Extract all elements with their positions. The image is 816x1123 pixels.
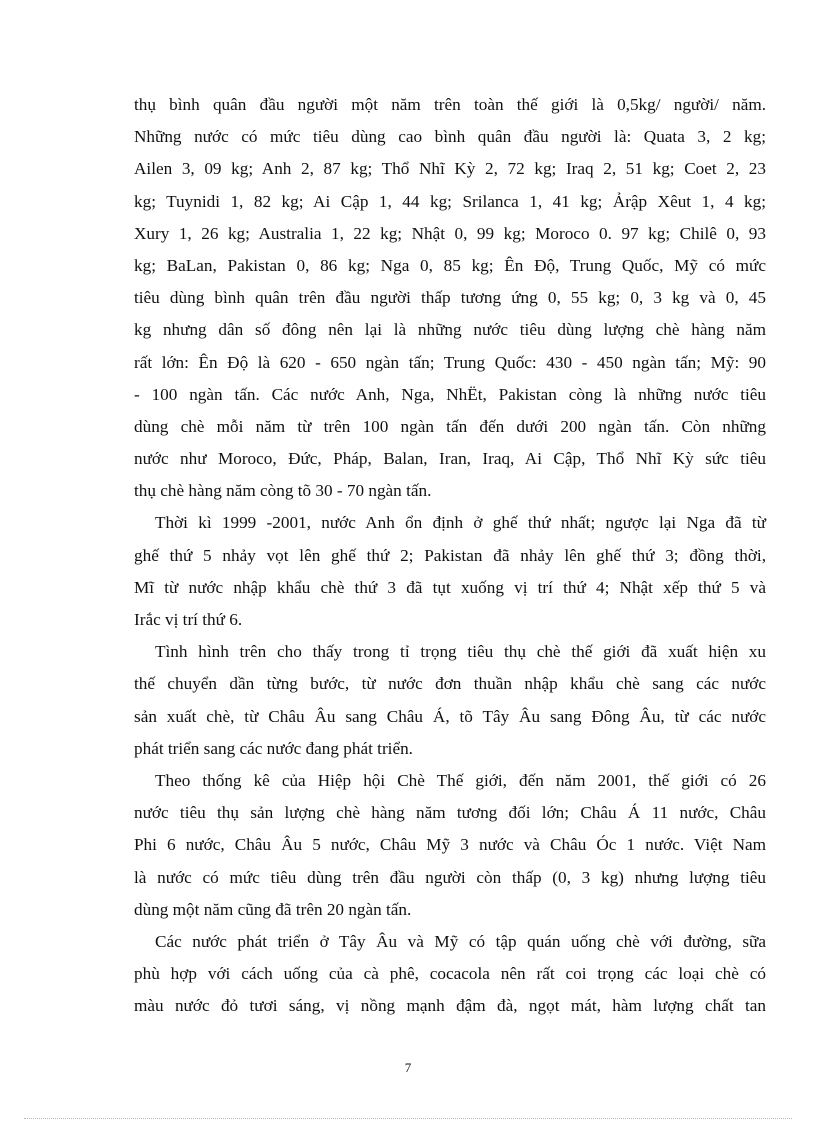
- text-line: thế chuyển dần từng bước, từ nước đơn thuần nhập khẩu chè sang các nước: [134, 674, 766, 694]
- text-line: kg nhưng dân số đông nên lại là những nước tiêu dùng lượng chè hàng năm: [134, 320, 766, 340]
- text-line: thụ chè hàng năm còng tõ 30 - 70 ngàn tấn.: [134, 481, 432, 501]
- paragraph-period-1999-2001: [134, 507, 766, 636]
- text-line: phù hợp với cách uống của cà phê, cocacola nên rất coi trọng các loại chè có: [134, 964, 766, 984]
- text-line: rất lớn: Ên Độ là 620 - 650 ngàn tấn; Trung Quốc: 430 - 450 ngàn tấn; Mỹ: 90: [134, 352, 766, 372]
- text-line: Những nước có mức tiêu dùng cao bình quân đầu người là: Quata 3, 2 kg;: [134, 127, 766, 147]
- text-line: phát triển sang các nước đang phát triển.: [134, 738, 413, 758]
- text-line: kg; BaLan, Pakistan 0, 86 kg; Nga 0, 85 kg; Ên Độ, Trung Quốc, Mỹ có mức: [134, 255, 766, 275]
- text-line: nước như Moroco, Đức, Pháp, Balan, Iran, Iraq, Ai Cập, Thổ Nhĩ Kỳ sức tiêu: [134, 449, 766, 469]
- document-body: [134, 89, 766, 1022]
- text-line: Thời kì 1999 -2001, nước Anh ổn định ở ghế thứ nhất; ngược lại Nga đã từ: [155, 513, 766, 533]
- paragraph-tea-association-statistics: [134, 765, 766, 926]
- text-line: Ailen 3, 09 kg; Anh 2, 87 kg; Thổ Nhĩ Kỳ 2, 72 kg; Iraq 2, 51 kg; Coet 2, 23: [134, 159, 766, 179]
- page-bottom-divider: [24, 1118, 792, 1119]
- text-line: dùng chè mỗi năm từ trên 100 ngàn tấn đến dưới 200 ngàn tấn. Còn những: [134, 416, 766, 436]
- text-line: Tình hình trên cho thấy trong tỉ trọng tiêu thụ chè thế giới đã xuất hiện xu: [155, 642, 766, 662]
- text-line: dùng một năm cũng đã trên 20 ngàn tấn.: [134, 899, 412, 919]
- text-line: nước tiêu thụ sản lượng chè hàng năm tương đối lớn; Châu Á 11 nước, Châu: [134, 803, 766, 823]
- text-line: Xury 1, 26 kg; Australia 1, 22 kg; Nhật 0, 99 kg; Moroco 0. 97 kg; Chilê 0, 93: [134, 223, 766, 243]
- text-line: sản xuất chè, từ Châu Âu sang Châu Á, tõ Tây Âu sang Đông Âu, từ các nước: [134, 706, 766, 726]
- text-line: màu nước đỏ tươi sáng, vị nồng mạnh đậm đà, ngọt mát, hàm lượng chất tan: [134, 996, 766, 1016]
- text-line: tiêu dùng bình quân trên đầu người thấp tương ứng 0, 55 kg; 0, 3 kg và 0, 45: [134, 288, 766, 308]
- paragraph-consumption-per-capita: [134, 89, 766, 507]
- text-line: - 100 ngàn tấn. Các nước Anh, Nga, NhËt, Pakistan còng là những nước tiêu: [134, 384, 766, 404]
- text-line: Các nước phát triển ở Tây Âu và Mỹ có tập quán uống chè với đường, sữa: [155, 931, 766, 951]
- text-line: kg; Tuynidi 1, 82 kg; Ai Cập 1, 44 kg; Srilanca 1, 41 kg; Ảrập Xêut 1, 4 kg;: [134, 191, 766, 211]
- paragraph-western-tea-habits: [134, 926, 766, 1023]
- text-line: thụ bình quân đầu người một năm trên toàn thế giới là 0,5kg/ người/ năm.: [134, 95, 766, 114]
- text-line: Irắc vị trí thứ 6.: [134, 610, 243, 629]
- paragraph-consumption-trend: [134, 636, 766, 765]
- text-line: Mĩ từ nước nhập khẩu chè thứ 3 đã tụt xuống vị trí thứ 4; Nhật xếp thứ 5 và: [134, 577, 766, 597]
- text-line: Theo thống kê của Hiệp hội Chè Thế giới, đến năm 2001, thế giới có 26: [155, 770, 766, 790]
- text-line: là nước có mức tiêu dùng trên đầu người còn thấp (0, 3 kg) nhưng lượng tiêu: [134, 867, 766, 887]
- page-number: 7: [404, 1060, 412, 1075]
- text-line: ghế thứ 5 nhảy vọt lên ghế thứ 2; Pakistan đã nhảy lên ghế thứ 3; đồng thời,: [134, 545, 766, 565]
- text-line: Phi 6 nước, Châu Âu 5 nước, Châu Mỹ 3 nước và Châu Óc 1 nước. Việt Nam: [134, 835, 766, 855]
